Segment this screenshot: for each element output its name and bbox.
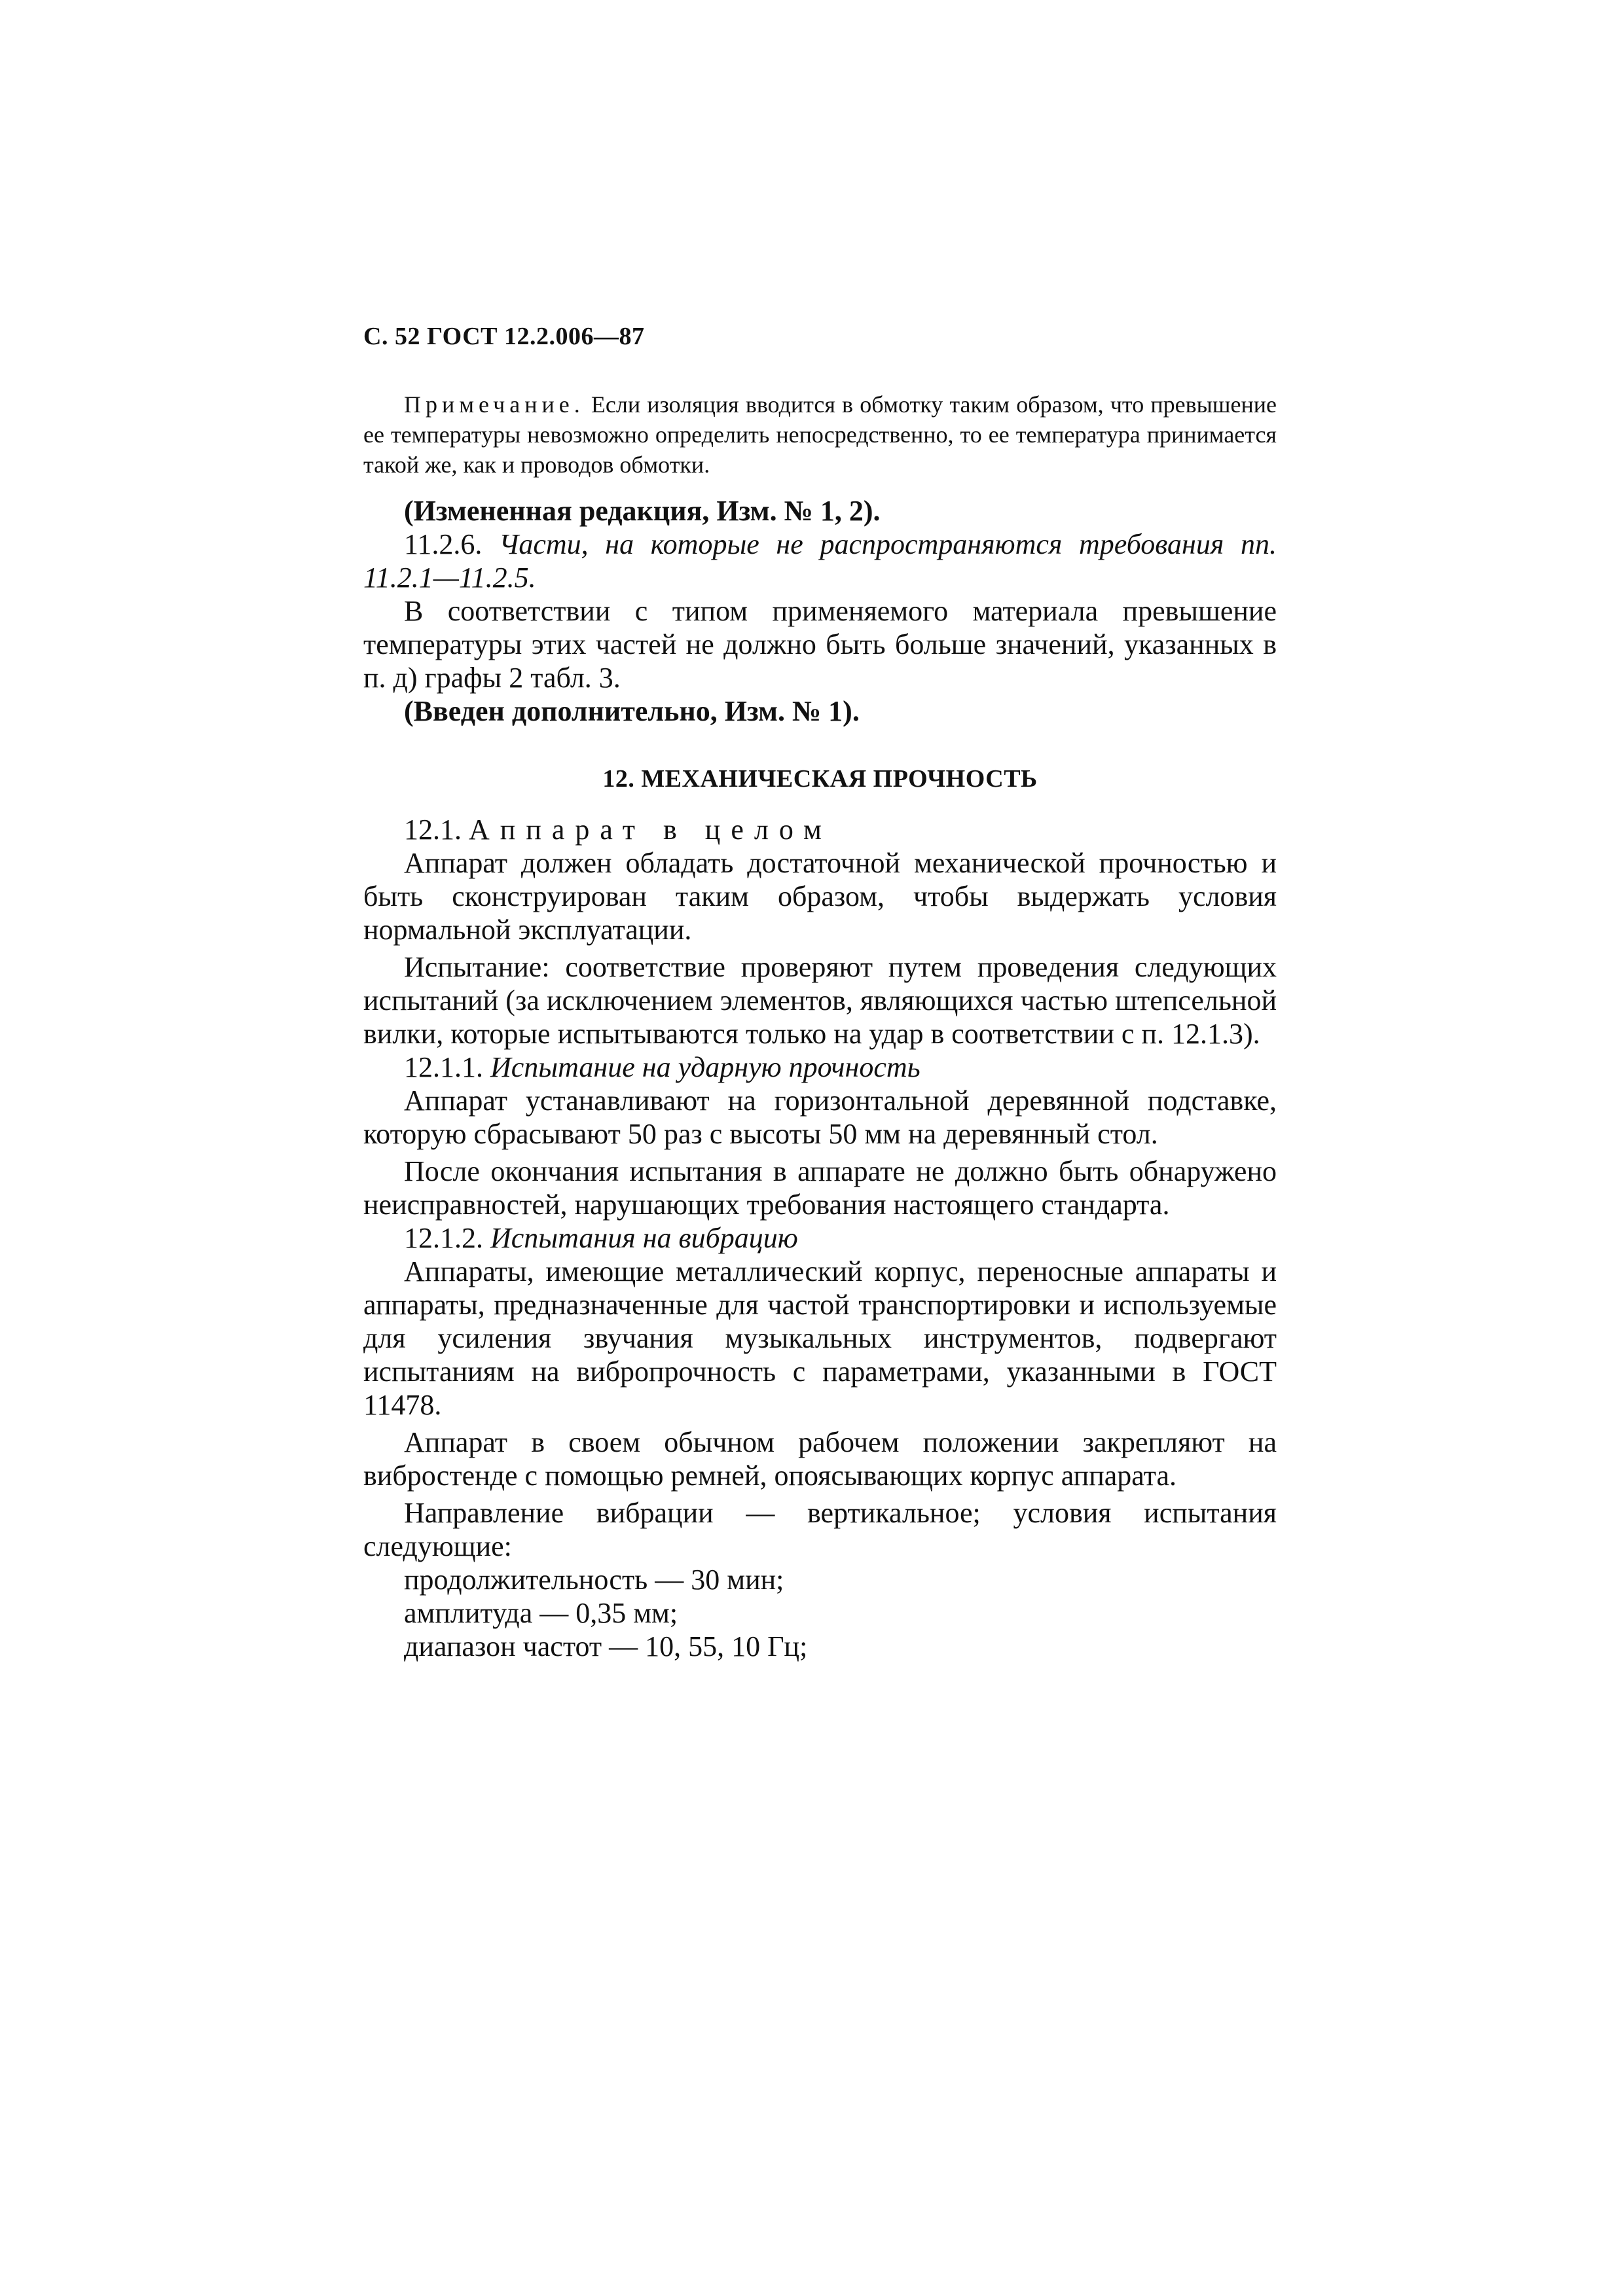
document-body	[363, 389, 1277, 1663]
clause-number: 12.1.1.	[404, 1051, 483, 1083]
list-item: продолжительность — 30 мин;	[404, 1564, 784, 1596]
clause-12-1-1-heading	[363, 1050, 1277, 1084]
clause-title: Испытание на ударную прочность	[490, 1051, 921, 1083]
clause-title: Аппарат в целом	[469, 814, 832, 846]
clause-12-1-2-heading	[363, 1221, 1277, 1255]
clause-12-1-2-direction: Направление вибрации — вертикальное; условия испытания следующие:	[363, 1497, 1277, 1562]
clause-12-1-text: Аппарат должен обладать достаточной механической прочностью и быть сконструирован таким образом, чтобы выдержать условия нормальной эксплуатации.	[363, 847, 1277, 946]
note-label: Примечание.	[404, 391, 585, 418]
clause-title: Части, на которые не распространяются требования пп. 11.2.1—11.2.5.	[363, 528, 1277, 594]
clause-12-1-test: Испытание: соответствие проверяют путем проведения следующих испытаний (за исключением элементов, являющихся частью штепсельной вилки, которые испытываются только на удар в соответствии с п. 12.1.3).	[363, 951, 1277, 1050]
page-header: С. 52 ГОСТ 12.2.006—87	[363, 323, 645, 350]
clause-number: 12.1.2.	[404, 1222, 483, 1254]
clause-12-1-heading	[363, 813, 1277, 846]
clause-12-1-2-mount: Аппарат в своем обычном рабочем положении закрепляют на вибростенде с помощью ремней, опоясывающих корпус аппарата.	[363, 1426, 1277, 1492]
note-paragraph	[363, 389, 1277, 480]
amendment-note: (Измененная редакция, Изм. № 1, 2).	[404, 495, 881, 527]
clause-12-1-2-text: Аппараты, имеющие металлический корпус, переносные аппараты и аппараты, предназначенные для частой транспортировки и используемые для усиления звучания музыкальных инструментов, подвергают испытаниям на вибропрочность с параметрами, указанными в ГОСТ 11478.	[363, 1255, 1277, 1421]
list-item: диапазон частот — 10, 55, 10 Гц;	[404, 1630, 808, 1662]
list-item: амплитуда — 0,35 мм;	[404, 1597, 678, 1629]
clause-number: 11.2.6.	[404, 528, 483, 560]
clause-number: 12.1.	[404, 814, 462, 846]
amendment-note: (Введен дополнительно, Изм. № 1).	[404, 695, 860, 727]
clause-12-1-1-result: После окончания испытания в аппарате не должно быть обнаружено неисправностей, нарушающих требования настоящего стандарта.	[363, 1155, 1277, 1221]
note-text: Если изоляция вводится в обмотку таким образом, что превышение ее температуры невозможно определить непосредственно, то ее температура принимается такой же, как и проводов обмотки.	[363, 391, 1277, 478]
clause-title: Испытания на вибрацию	[490, 1222, 798, 1254]
section-title: 12. МЕХАНИЧЕСКАЯ ПРОЧНОСТЬ	[602, 765, 1038, 793]
clause-12-1-1-text: Аппарат устанавливают на горизонтальной деревянной подставке, которую сбрасывают 50 раз с высоты 50 мм на деревянный стол.	[363, 1085, 1277, 1150]
clause-11-2-6-heading	[363, 528, 1277, 594]
clause-11-2-6-text: В соответствии с типом применяемого материала превышение температуры этих частей не должно быть больше значений, указанных в п. д) графы 2 табл. 3.	[363, 595, 1277, 694]
